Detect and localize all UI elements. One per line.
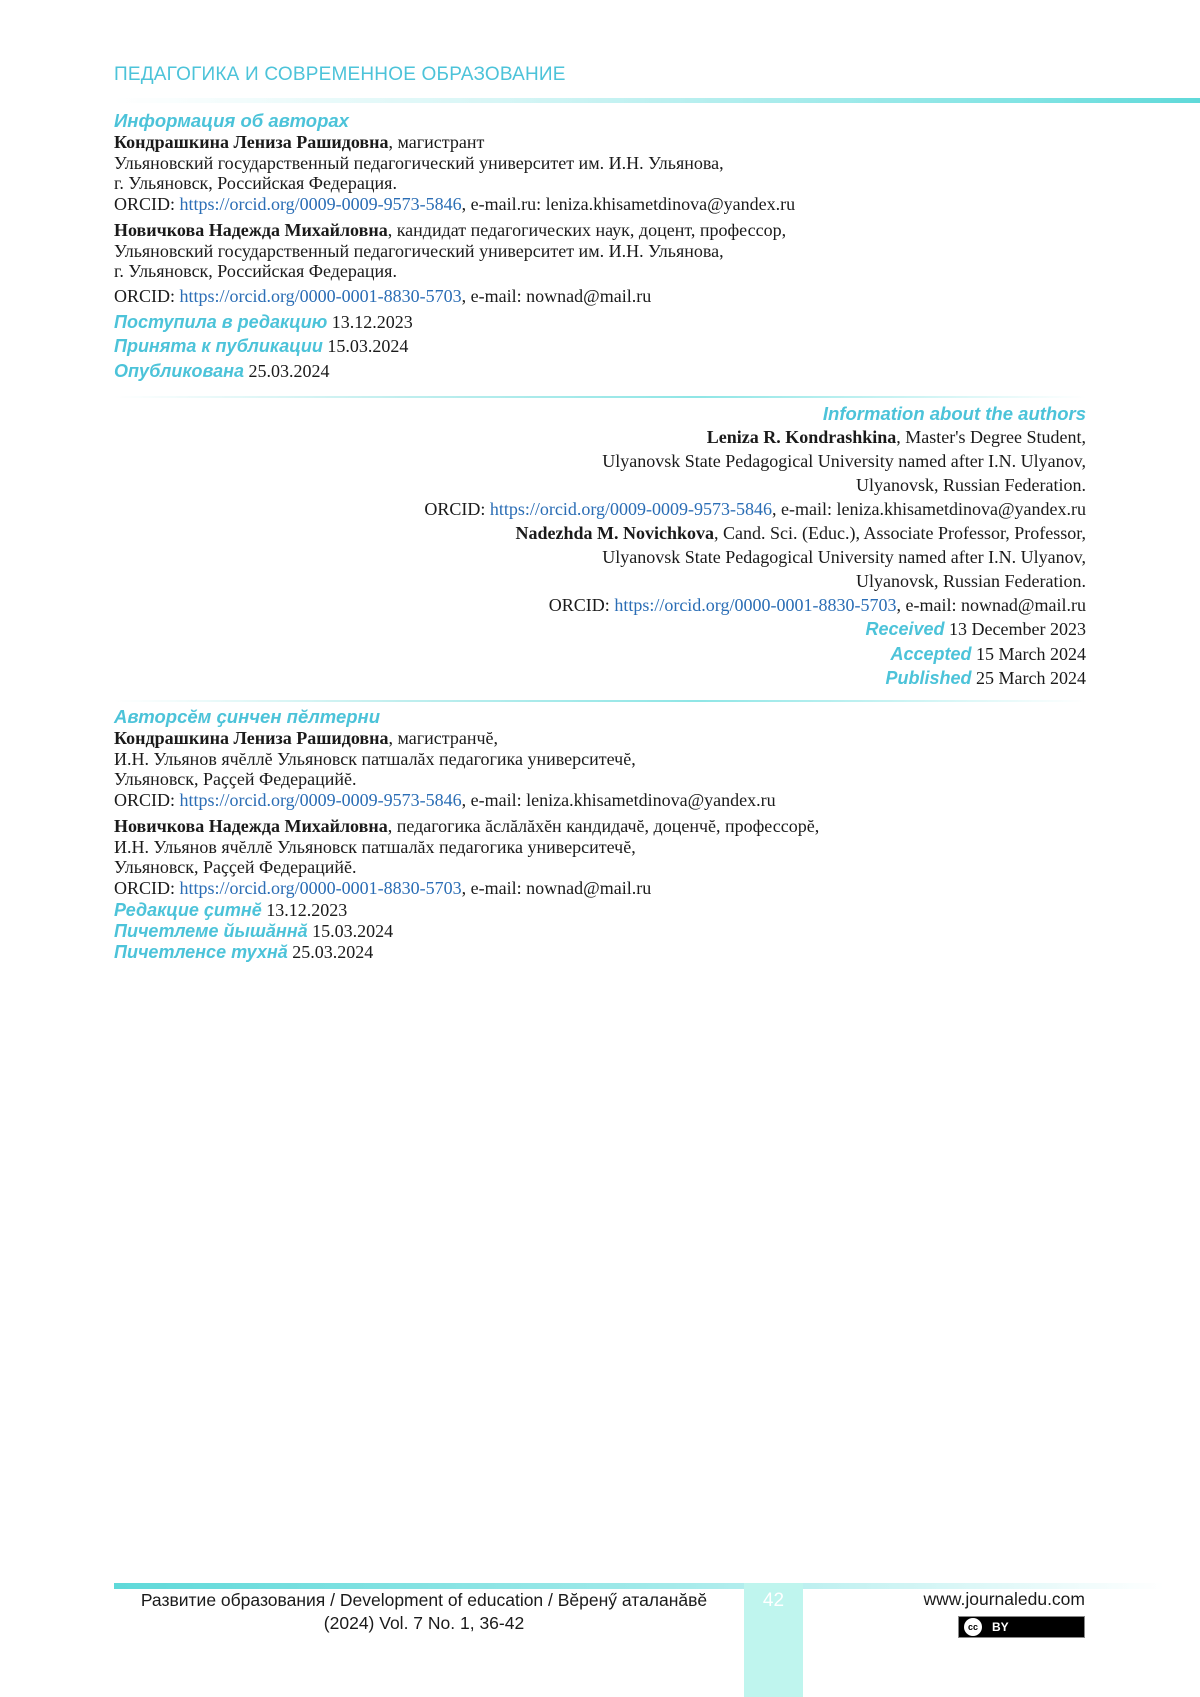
en-author-1-orcid-link[interactable]: https://orcid.org/0009-0009-9573-5846 <box>489 499 773 519</box>
cv-section-heading: Авторсĕм ҫинчен пĕлтерни <box>114 706 381 727</box>
en-author-1-affiliation: Ulyanovsk State Pedagogical University named after I.N. Ulyanov, <box>602 451 1086 471</box>
footer-journal-issue: (2024) Vol. 7 No. 1, 36-42 <box>323 1613 525 1633</box>
en-date-accepted-label: Accepted <box>890 643 972 664</box>
cv-author-2-email: , e-mail: nownad@mail.ru <box>461 877 652 898</box>
cv-author-2 <box>114 816 1086 898</box>
ru-author-1-affiliation: Ульяновский государственный педагогический университет им. И.Н. Ульянова, <box>114 152 724 173</box>
en-date-published-label: Published <box>885 668 972 688</box>
cv-author-1 <box>114 728 1086 810</box>
cv-author-1-email: , e-mail: leniza.khisametdinova@yandex.ru <box>461 789 776 810</box>
ru-author-1-role: , магистрант <box>388 132 485 152</box>
ru-author-1-orcid-label: ORCID: <box>114 193 180 214</box>
cc-icon: cc <box>964 1618 982 1636</box>
cv-author-2-orcid-link[interactable]: https://orcid.org/0000-0001-8830-5703 <box>179 877 462 898</box>
ru-author-1 <box>114 132 1086 214</box>
en-author-1-city: Ulyanovsk, Russian Federation. <box>856 475 1086 495</box>
cv-date-accepted-label: Пичетлеме йышăннă <box>114 921 308 941</box>
ru-date-accepted-value: 15.03.2024 <box>322 336 409 356</box>
ru-author-2-orcid-label: ORCID: <box>114 285 180 306</box>
ru-dates <box>114 310 1086 384</box>
cv-author-2-orcid-label: ORCID: <box>114 877 180 898</box>
cv-date-published <box>114 942 1086 963</box>
ru-date-received-value: 13.12.2023 <box>327 311 413 332</box>
ru-date-received-label: Поступила в редакцию <box>114 311 328 332</box>
cv-author-1-orcid-link[interactable]: https://orcid.org/0009-0009-9573-5846 <box>179 789 462 810</box>
cc-by-license-badge[interactable] <box>958 1616 1085 1638</box>
ru-author-1-email: , e-mail.ru: leniza.khisametdinova@yandex.ru <box>461 193 796 214</box>
cv-date-accepted-value: 15.03.2024 <box>307 921 394 941</box>
en-date-accepted <box>114 642 1086 667</box>
ru-author-1-name: Кондрашкина Лениза Рашидовна <box>114 132 389 152</box>
cv-author-1-affiliation: И.Н. Ульянов ячĕллĕ Ульяновск патшалăх педагогика университечĕ, <box>114 748 636 769</box>
header-rule <box>114 98 1200 103</box>
en-author-1 <box>114 425 1086 521</box>
ru-date-published-label: Опубликована <box>114 360 244 381</box>
ru-section-heading: Информация об авторах <box>114 110 349 131</box>
ru-author-2-affiliation: Ульяновский государственный педагогический университет им. И.Н. Ульянова, <box>114 240 724 261</box>
section-divider-2 <box>114 700 1086 702</box>
cc-by-label: BY <box>992 1620 1009 1634</box>
en-author-1-email: , e-mail: leniza.khisametdinova@yandex.ru <box>772 499 1086 519</box>
cv-dates <box>114 900 1086 963</box>
ru-author-2-orcid-link[interactable]: https://orcid.org/0000-0001-8830-5703 <box>179 285 462 306</box>
en-author-2-affiliation: Ulyanovsk State Pedagogical University named after I.N. Ulyanov, <box>602 547 1086 567</box>
cv-date-received-value: 13.12.2023 <box>261 900 348 920</box>
en-dates <box>114 617 1086 691</box>
footer-website-link[interactable]: www.journaledu.com <box>923 1589 1085 1609</box>
cv-author-2-name: Новичкова Надежда Михайловна <box>114 816 388 836</box>
cv-author-2-city: Ульяновск, Раҫҫей Федерацийĕ. <box>114 857 357 877</box>
ru-author-2-name: Новичкова Надежда Михайловна <box>114 220 388 240</box>
en-date-received <box>114 617 1086 642</box>
ru-author-1-orcid-link[interactable]: https://orcid.org/0009-0009-9573-5846 <box>179 193 462 214</box>
running-header: ПЕДАГОГИКА И СОВРЕМЕННОЕ ОБРАЗОВАНИЕ <box>114 64 566 85</box>
ru-date-received <box>114 310 1086 335</box>
cv-date-accepted <box>114 921 1086 942</box>
ru-author-2-city: г. Ульяновск, Российская Федерация. <box>114 261 397 281</box>
cv-author-2-role: , педагогика ăслăлăхĕн кандидачĕ, доценчĕ, профессорĕ, <box>387 816 820 836</box>
ru-date-accepted-label: Принята к публикации <box>114 336 323 356</box>
cv-date-published-label: Пичетленсе тухнă <box>114 942 288 962</box>
en-author-2-role: , Cand. Sci. (Educ.), Associate Professor, Professor, <box>714 523 1086 543</box>
ru-author-2-role: , кандидат педагогических наук, доцент, профессор, <box>387 220 787 240</box>
ru-author-1-city: г. Ульяновск, Российская Федерация. <box>114 173 397 193</box>
footer-journal-name: Развитие образования / Development of education / Вĕренӳ аталанăвĕ <box>140 1590 708 1610</box>
en-section-heading: Information about the authors <box>822 403 1086 424</box>
en-date-accepted-value: 15 March 2024 <box>971 643 1086 664</box>
page-number: 42 <box>762 1590 785 1611</box>
en-author-1-orcid-label: ORCID: <box>424 499 490 519</box>
en-date-received-value: 13 December 2023 <box>944 619 1086 639</box>
cv-author-1-city: Ульяновск, Раҫҫей Федерацийĕ. <box>114 769 357 789</box>
en-date-published <box>114 666 1086 691</box>
ru-author-section <box>114 110 1086 383</box>
en-author-2-name: Nadezhda M. Novichkova <box>515 523 714 543</box>
en-author-1-role: , Master's Degree Student, <box>896 427 1086 447</box>
en-author-1-name: Leniza R. Kondrashkina <box>706 427 897 447</box>
en-date-published-value: 25 March 2024 <box>971 668 1086 688</box>
en-date-received-label: Received <box>865 619 945 639</box>
cv-date-published-value: 25.03.2024 <box>287 942 374 962</box>
ru-date-published-value: 25.03.2024 <box>243 360 330 381</box>
en-author-2-email: , e-mail: nownad@mail.ru <box>896 595 1086 615</box>
cv-author-2-affiliation: И.Н. Ульянов ячĕллĕ Ульяновск патшалăх педагогика университечĕ, <box>114 836 636 857</box>
cv-author-1-orcid-label: ORCID: <box>114 789 180 810</box>
cv-date-received-label: Редакцие ҫитнĕ <box>114 900 262 920</box>
cv-author-section <box>114 706 1086 963</box>
en-author-2-city: Ulyanovsk, Russian Federation. <box>856 571 1086 591</box>
en-author-section <box>114 403 1086 691</box>
ru-author-2 <box>114 220 1086 310</box>
ru-date-accepted <box>114 334 1086 359</box>
cv-author-1-role: , магистранчĕ, <box>388 728 499 748</box>
ru-date-published <box>114 359 1086 384</box>
footer-journal-citation <box>114 1589 734 1635</box>
en-author-2 <box>114 521 1086 617</box>
cv-date-received <box>114 900 1086 921</box>
en-author-2-orcid-link[interactable]: https://orcid.org/0000-0001-8830-5703 <box>614 595 897 615</box>
en-author-2-orcid-label: ORCID: <box>548 595 615 615</box>
cv-author-1-name: Кондрашкина Лениза Рашидовна <box>114 728 389 748</box>
section-divider-1 <box>114 396 1086 398</box>
ru-author-2-email: , e-mail: nownad@mail.ru <box>461 285 652 306</box>
